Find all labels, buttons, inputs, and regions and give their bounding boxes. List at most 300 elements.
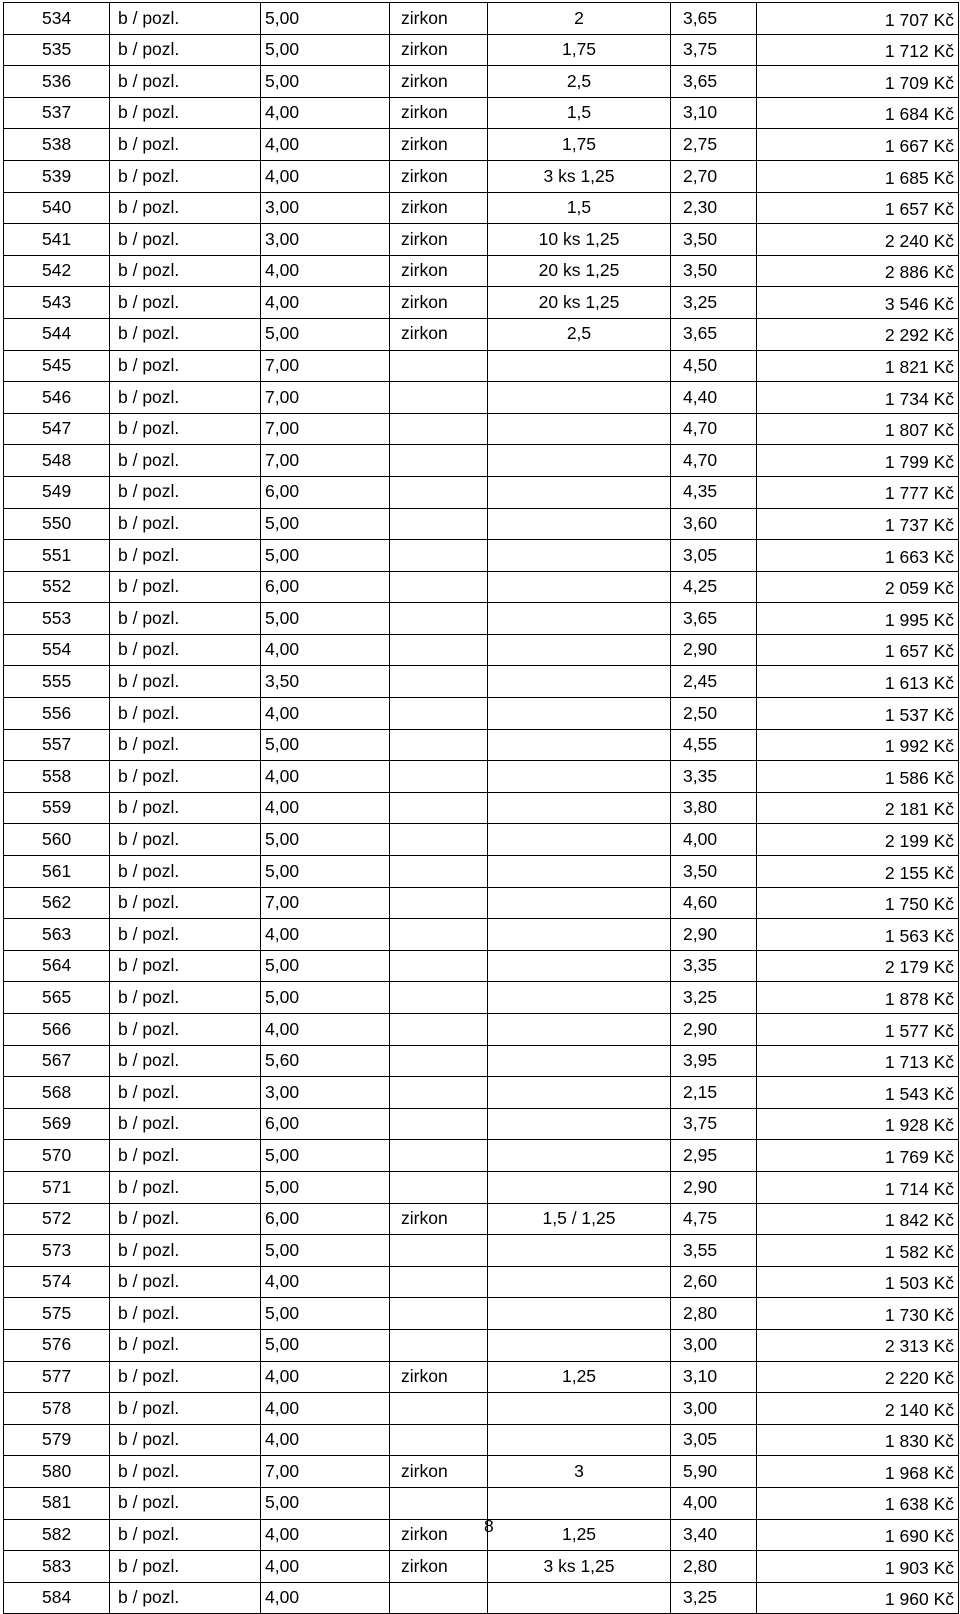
size-cell: 5,00 (261, 540, 390, 572)
material-cell: b / pozl. (110, 129, 261, 161)
price-cell: 1 960 Kč (757, 1582, 959, 1614)
material-cell: b / pozl. (110, 1266, 261, 1298)
price-cell: 1 821 Kč (757, 350, 959, 382)
weight-cell: 3,00 (671, 1393, 757, 1425)
material-cell: b / pozl. (110, 1235, 261, 1267)
weight-cell: 3,10 (671, 1361, 757, 1393)
item-number-cell: 545 (4, 350, 110, 382)
price-cell: 2 155 Kč (757, 856, 959, 888)
size-cell: 5,00 (261, 1235, 390, 1267)
stone-count-cell: 2,5 (488, 318, 671, 350)
price-cell: 1 543 Kč (757, 1077, 959, 1109)
size-cell: 5,00 (261, 1487, 390, 1519)
size-cell: 3,00 (261, 224, 390, 256)
table-row (4, 1108, 959, 1140)
item-number-cell: 584 (4, 1582, 110, 1614)
weight-cell: 2,50 (671, 698, 757, 730)
size-cell: 5,00 (261, 508, 390, 540)
table-row (4, 1393, 959, 1425)
stone-count-cell (488, 666, 671, 698)
table-row (4, 1424, 959, 1456)
item-number-cell: 557 (4, 729, 110, 761)
table-row (4, 856, 959, 888)
item-number-cell: 542 (4, 255, 110, 287)
stone-cell: zirkon (390, 129, 488, 161)
material-cell: b / pozl. (110, 445, 261, 477)
weight-cell: 3,75 (671, 34, 757, 66)
price-cell: 1 684 Kč (757, 97, 959, 129)
size-cell: 7,00 (261, 445, 390, 477)
material-cell: b / pozl. (110, 1582, 261, 1614)
stone-cell (390, 445, 488, 477)
weight-cell: 3,25 (671, 982, 757, 1014)
material-cell: b / pozl. (110, 698, 261, 730)
weight-cell: 4,70 (671, 445, 757, 477)
size-cell: 5,00 (261, 950, 390, 982)
weight-cell: 3,40 (671, 1519, 757, 1551)
material-cell: b / pozl. (110, 1045, 261, 1077)
stone-count-cell (488, 919, 671, 951)
table-row (4, 1456, 959, 1488)
price-cell: 1 737 Kč (757, 508, 959, 540)
stone-cell (390, 1014, 488, 1046)
stone-count-cell: 1,5 (488, 97, 671, 129)
table-row (4, 792, 959, 824)
material-cell: b / pozl. (110, 1077, 261, 1109)
size-cell: 4,00 (261, 287, 390, 319)
weight-cell: 3,50 (671, 255, 757, 287)
weight-cell: 2,90 (671, 634, 757, 666)
page-number: 8 (484, 1516, 494, 1536)
size-cell: 6,00 (261, 476, 390, 508)
size-cell: 7,00 (261, 413, 390, 445)
price-cell: 1 968 Kč (757, 1456, 959, 1488)
stone-count-cell (488, 761, 671, 793)
item-number-cell: 583 (4, 1551, 110, 1583)
material-cell: b / pozl. (110, 318, 261, 350)
price-cell: 1 690 Kč (757, 1519, 959, 1551)
price-cell: 1 992 Kč (757, 729, 959, 761)
size-cell: 4,00 (261, 1014, 390, 1046)
stone-count-cell (488, 1424, 671, 1456)
table-body (4, 3, 959, 1614)
price-cell: 1 663 Kč (757, 540, 959, 572)
size-cell: 4,00 (261, 634, 390, 666)
table-row (4, 887, 959, 919)
material-cell: b / pozl. (110, 1487, 261, 1519)
stone-count-cell (488, 1393, 671, 1425)
price-cell: 2 199 Kč (757, 824, 959, 856)
stone-count-cell (488, 1329, 671, 1361)
size-cell: 5,00 (261, 34, 390, 66)
price-cell: 1 714 Kč (757, 1171, 959, 1203)
stone-cell: zirkon (390, 97, 488, 129)
size-cell: 5,00 (261, 1329, 390, 1361)
price-cell: 2 220 Kč (757, 1361, 959, 1393)
table-row (4, 1171, 959, 1203)
stone-count-cell: 20 ks 1,25 (488, 287, 671, 319)
size-cell: 4,00 (261, 761, 390, 793)
weight-cell: 2,70 (671, 160, 757, 192)
material-cell: b / pozl. (110, 919, 261, 951)
price-cell: 1 878 Kč (757, 982, 959, 1014)
price-cell: 3 546 Kč (757, 287, 959, 319)
stone-cell: zirkon (390, 255, 488, 287)
material-cell: b / pozl. (110, 192, 261, 224)
size-cell: 4,00 (261, 698, 390, 730)
stone-cell (390, 761, 488, 793)
price-cell: 1 734 Kč (757, 382, 959, 414)
table-row (4, 382, 959, 414)
weight-cell: 3,55 (671, 1235, 757, 1267)
item-number-cell: 560 (4, 824, 110, 856)
weight-cell: 3,60 (671, 508, 757, 540)
item-number-cell: 534 (4, 3, 110, 35)
stone-count-cell (488, 1140, 671, 1172)
material-cell: b / pozl. (110, 1014, 261, 1046)
weight-cell: 2,80 (671, 1298, 757, 1330)
table-row (4, 1551, 959, 1583)
table-row (4, 919, 959, 951)
item-number-cell: 547 (4, 413, 110, 445)
weight-cell: 2,90 (671, 1014, 757, 1046)
table-row (4, 287, 959, 319)
table-row (4, 1014, 959, 1046)
table-row (4, 982, 959, 1014)
item-number-cell: 556 (4, 698, 110, 730)
stone-cell: zirkon (390, 3, 488, 35)
weight-cell: 4,75 (671, 1203, 757, 1235)
table-row (4, 571, 959, 603)
stone-cell (390, 350, 488, 382)
size-cell: 5,00 (261, 982, 390, 1014)
item-number-cell: 561 (4, 856, 110, 888)
stone-count-cell (488, 982, 671, 1014)
stone-cell (390, 856, 488, 888)
table-row (4, 666, 959, 698)
size-cell: 7,00 (261, 1456, 390, 1488)
stone-cell (390, 508, 488, 540)
table-row (4, 1266, 959, 1298)
item-number-cell: 566 (4, 1014, 110, 1046)
stone-count-cell (488, 1108, 671, 1140)
stone-count-cell (488, 1014, 671, 1046)
stone-count-cell (488, 1077, 671, 1109)
table-row (4, 603, 959, 635)
size-cell: 7,00 (261, 350, 390, 382)
price-list-table (3, 2, 959, 1614)
price-cell: 1 709 Kč (757, 66, 959, 98)
material-cell: b / pozl. (110, 950, 261, 982)
table-row (4, 1329, 959, 1361)
stone-cell (390, 1298, 488, 1330)
price-cell: 2 179 Kč (757, 950, 959, 982)
weight-cell: 4,60 (671, 887, 757, 919)
table-row (4, 66, 959, 98)
weight-cell: 3,10 (671, 97, 757, 129)
table-row (4, 129, 959, 161)
table-row (4, 1361, 959, 1393)
stone-cell (390, 571, 488, 603)
stone-cell (390, 982, 488, 1014)
weight-cell: 3,80 (671, 792, 757, 824)
weight-cell: 3,65 (671, 603, 757, 635)
material-cell: b / pozl. (110, 350, 261, 382)
size-cell: 4,00 (261, 160, 390, 192)
stone-count-cell (488, 634, 671, 666)
stone-count-cell: 2 (488, 3, 671, 35)
weight-cell: 3,65 (671, 318, 757, 350)
stone-cell: zirkon (390, 1551, 488, 1583)
stone-cell (390, 824, 488, 856)
material-cell: b / pozl. (110, 603, 261, 635)
item-number-cell: 552 (4, 571, 110, 603)
stone-count-cell: 3 ks 1,25 (488, 1551, 671, 1583)
material-cell: b / pozl. (110, 1203, 261, 1235)
weight-cell: 2,75 (671, 129, 757, 161)
stone-cell: zirkon (390, 1361, 488, 1393)
item-number-cell: 582 (4, 1519, 110, 1551)
item-number-cell: 536 (4, 66, 110, 98)
item-number-cell: 577 (4, 1361, 110, 1393)
size-cell: 4,00 (261, 129, 390, 161)
material-cell: b / pozl. (110, 1329, 261, 1361)
material-cell: b / pozl. (110, 761, 261, 793)
item-number-cell: 546 (4, 382, 110, 414)
material-cell: b / pozl. (110, 255, 261, 287)
weight-cell: 4,35 (671, 476, 757, 508)
material-cell: b / pozl. (110, 1298, 261, 1330)
stone-cell (390, 1140, 488, 1172)
table-row (4, 224, 959, 256)
size-cell: 4,00 (261, 1266, 390, 1298)
weight-cell: 4,40 (671, 382, 757, 414)
table-row (4, 1077, 959, 1109)
stone-cell (390, 1108, 488, 1140)
weight-cell: 3,00 (671, 1329, 757, 1361)
table-row (4, 508, 959, 540)
material-cell: b / pozl. (110, 1393, 261, 1425)
table-row (4, 729, 959, 761)
weight-cell: 2,90 (671, 919, 757, 951)
stone-count-cell: 1,75 (488, 34, 671, 66)
weight-cell: 4,50 (671, 350, 757, 382)
item-number-cell: 563 (4, 919, 110, 951)
stone-count-cell (488, 729, 671, 761)
price-cell: 1 657 Kč (757, 634, 959, 666)
weight-cell: 3,05 (671, 1424, 757, 1456)
weight-cell: 3,65 (671, 66, 757, 98)
stone-cell: zirkon (390, 1456, 488, 1488)
material-cell: b / pozl. (110, 792, 261, 824)
stone-count-cell (488, 1266, 671, 1298)
size-cell: 5,00 (261, 1171, 390, 1203)
size-cell: 6,00 (261, 571, 390, 603)
material-cell: b / pozl. (110, 729, 261, 761)
price-cell: 1 712 Kč (757, 34, 959, 66)
price-cell: 1 750 Kč (757, 887, 959, 919)
weight-cell: 3,50 (671, 856, 757, 888)
item-number-cell: 581 (4, 1487, 110, 1519)
size-cell: 5,00 (261, 1140, 390, 1172)
stone-count-cell (488, 887, 671, 919)
stone-count-cell (488, 476, 671, 508)
price-cell: 2 313 Kč (757, 1329, 959, 1361)
material-cell: b / pozl. (110, 382, 261, 414)
price-cell: 1 685 Kč (757, 160, 959, 192)
price-cell: 1 503 Kč (757, 1266, 959, 1298)
table-row (4, 1203, 959, 1235)
material-cell: b / pozl. (110, 856, 261, 888)
item-number-cell: 562 (4, 887, 110, 919)
weight-cell: 4,70 (671, 413, 757, 445)
weight-cell: 4,00 (671, 1487, 757, 1519)
size-cell: 5,00 (261, 729, 390, 761)
material-cell: b / pozl. (110, 476, 261, 508)
stone-cell (390, 666, 488, 698)
stone-count-cell: 1,75 (488, 129, 671, 161)
item-number-cell: 553 (4, 603, 110, 635)
stone-count-cell: 2,5 (488, 66, 671, 98)
stone-cell (390, 950, 488, 982)
item-number-cell: 535 (4, 34, 110, 66)
item-number-cell: 541 (4, 224, 110, 256)
material-cell: b / pozl. (110, 571, 261, 603)
table-row (4, 824, 959, 856)
price-cell: 1 842 Kč (757, 1203, 959, 1235)
stone-cell (390, 603, 488, 635)
size-cell: 6,00 (261, 1108, 390, 1140)
item-number-cell: 548 (4, 445, 110, 477)
size-cell: 4,00 (261, 1519, 390, 1551)
price-cell: 2 292 Kč (757, 318, 959, 350)
material-cell: b / pozl. (110, 413, 261, 445)
material-cell: b / pozl. (110, 666, 261, 698)
material-cell: b / pozl. (110, 1424, 261, 1456)
stone-cell: zirkon (390, 287, 488, 319)
size-cell: 4,00 (261, 1424, 390, 1456)
stone-cell (390, 1171, 488, 1203)
stone-cell (390, 1424, 488, 1456)
price-cell: 1 582 Kč (757, 1235, 959, 1267)
price-cell: 2 886 Kč (757, 255, 959, 287)
stone-cell (390, 1487, 488, 1519)
item-number-cell: 537 (4, 97, 110, 129)
stone-cell (390, 792, 488, 824)
price-cell: 2 181 Kč (757, 792, 959, 824)
size-cell: 4,00 (261, 1393, 390, 1425)
weight-cell: 3,75 (671, 1108, 757, 1140)
stone-count-cell (488, 950, 671, 982)
size-cell: 4,00 (261, 1551, 390, 1583)
price-cell: 1 903 Kč (757, 1551, 959, 1583)
price-cell: 1 995 Kč (757, 603, 959, 635)
price-cell: 1 777 Kč (757, 476, 959, 508)
item-number-cell: 543 (4, 287, 110, 319)
size-cell: 3,00 (261, 1077, 390, 1109)
price-cell: 1 577 Kč (757, 1014, 959, 1046)
size-cell: 4,00 (261, 1582, 390, 1614)
weight-cell: 2,45 (671, 666, 757, 698)
table-row (4, 1582, 959, 1614)
item-number-cell: 551 (4, 540, 110, 572)
stone-count-cell (488, 508, 671, 540)
weight-cell: 3,25 (671, 287, 757, 319)
item-number-cell: 539 (4, 160, 110, 192)
size-cell: 5,00 (261, 318, 390, 350)
weight-cell: 2,95 (671, 1140, 757, 1172)
item-number-cell: 572 (4, 1203, 110, 1235)
stone-cell (390, 729, 488, 761)
stone-count-cell: 3 ks 1,25 (488, 160, 671, 192)
item-number-cell: 558 (4, 761, 110, 793)
weight-cell: 3,95 (671, 1045, 757, 1077)
material-cell: b / pozl. (110, 66, 261, 98)
stone-cell (390, 1329, 488, 1361)
item-number-cell: 580 (4, 1456, 110, 1488)
size-cell: 7,00 (261, 887, 390, 919)
table-row (4, 255, 959, 287)
price-cell: 1 667 Kč (757, 129, 959, 161)
size-cell: 5,00 (261, 824, 390, 856)
weight-cell: 5,90 (671, 1456, 757, 1488)
weight-cell: 3,25 (671, 1582, 757, 1614)
material-cell: b / pozl. (110, 824, 261, 856)
stone-cell (390, 382, 488, 414)
table-row (4, 540, 959, 572)
table-row (4, 1487, 959, 1519)
table-row (4, 160, 959, 192)
item-number-cell: 554 (4, 634, 110, 666)
price-cell: 2 240 Kč (757, 224, 959, 256)
table-row (4, 192, 959, 224)
stone-count-cell (488, 856, 671, 888)
stone-cell (390, 1045, 488, 1077)
table-row (4, 34, 959, 66)
stone-cell (390, 887, 488, 919)
table-row (4, 1045, 959, 1077)
table-row (4, 1235, 959, 1267)
weight-cell: 3,05 (671, 540, 757, 572)
material-cell: b / pozl. (110, 887, 261, 919)
size-cell: 7,00 (261, 382, 390, 414)
price-cell: 1 563 Kč (757, 919, 959, 951)
table-row (4, 350, 959, 382)
material-cell: b / pozl. (110, 540, 261, 572)
stone-cell: zirkon (390, 34, 488, 66)
stone-count-cell (488, 1045, 671, 1077)
weight-cell: 3,35 (671, 950, 757, 982)
stone-count-cell (488, 1487, 671, 1519)
stone-cell (390, 919, 488, 951)
stone-count-cell: 1,25 (488, 1361, 671, 1393)
stone-count-cell (488, 382, 671, 414)
stone-cell (390, 1266, 488, 1298)
table-row (4, 476, 959, 508)
weight-cell: 3,50 (671, 224, 757, 256)
weight-cell: 4,00 (671, 824, 757, 856)
size-cell: 4,00 (261, 792, 390, 824)
size-cell: 5,00 (261, 3, 390, 35)
item-number-cell: 578 (4, 1393, 110, 1425)
table-row (4, 3, 959, 35)
stone-cell (390, 413, 488, 445)
stone-cell: zirkon (390, 160, 488, 192)
item-number-cell: 538 (4, 129, 110, 161)
item-number-cell: 550 (4, 508, 110, 540)
material-cell: b / pozl. (110, 1108, 261, 1140)
material-cell: b / pozl. (110, 160, 261, 192)
